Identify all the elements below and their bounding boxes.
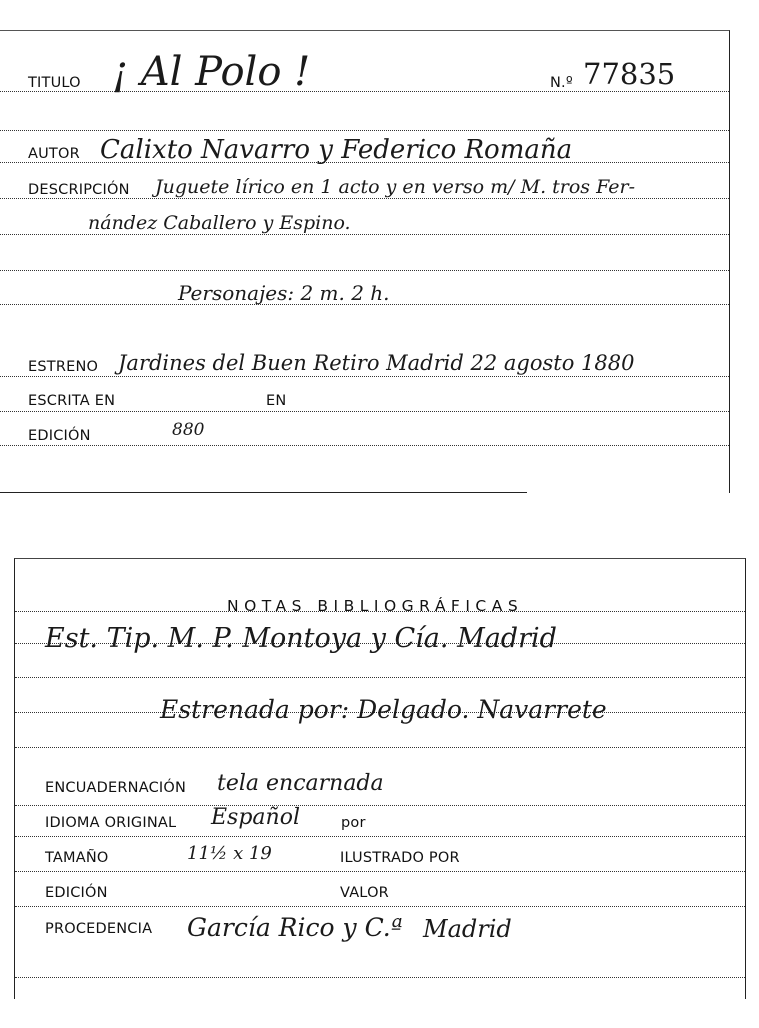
idioma-label: IDIOMA ORIGINAL xyxy=(45,815,177,831)
numero-label: N.º xyxy=(550,75,573,91)
catalog-card-bottom xyxy=(14,558,746,999)
descripcion-value-2: nández Caballero y Espino. xyxy=(88,212,351,234)
dotted-rule xyxy=(0,234,729,235)
dotted-rule xyxy=(0,376,729,377)
estreno-value: Jardines del Buen Retiro Madrid 22 agosto 1880 xyxy=(118,351,635,375)
encuadernacion-value: tela encarnada xyxy=(217,771,384,796)
procedencia-city: Madrid xyxy=(423,915,512,943)
estreno-label: ESTRENO xyxy=(28,359,99,375)
edicion-value: 880 xyxy=(172,420,205,440)
dotted-rule xyxy=(0,445,729,446)
personajes-value: Personajes: 2 m. 2 h. xyxy=(178,281,390,305)
tamano-value: 11½ x 19 xyxy=(187,843,272,864)
note-estrenada: Estrenada por: Delgado. Navarrete xyxy=(160,695,607,724)
dotted-rule xyxy=(15,805,745,806)
por-label: por xyxy=(341,815,366,831)
dotted-rule xyxy=(15,977,745,978)
procedencia-label: PROCEDENCIA xyxy=(45,921,153,937)
dotted-rule xyxy=(0,411,729,412)
dotted-rule xyxy=(15,871,745,872)
card-bottom-edge xyxy=(0,492,527,493)
dotted-rule xyxy=(15,747,745,748)
autor-label: AUTOR xyxy=(28,146,80,162)
dotted-rule xyxy=(0,270,729,271)
dotted-rule xyxy=(0,91,729,92)
valor-label: VALOR xyxy=(340,885,389,901)
notas-heading: NOTAS BIBLIOGRÁFICAS xyxy=(227,597,524,615)
en-label: EN xyxy=(266,393,287,409)
dotted-rule xyxy=(15,677,745,678)
dotted-rule xyxy=(0,130,729,131)
descripcion-label: DESCRIPCIÓN xyxy=(28,182,130,198)
titulo-value: ¡ Al Polo ! xyxy=(112,49,311,95)
titulo-label: TITULO xyxy=(28,75,81,91)
note-imprenta: Est. Tip. M. P. Montoya y Cía. Madrid xyxy=(45,623,557,654)
dotted-rule xyxy=(0,198,729,199)
dotted-rule xyxy=(15,836,745,837)
idioma-value: Español xyxy=(211,805,300,830)
encuadernacion-label: ENCUADERNACIÓN xyxy=(45,780,187,796)
escrita-en-label: ESCRITA EN xyxy=(28,393,116,409)
catalog-card-top xyxy=(0,30,730,493)
edicion-label-2: EDICIÓN xyxy=(45,885,108,901)
numero-value: 77835 xyxy=(583,57,676,91)
autor-value: Calixto Navarro y Federico Romaña xyxy=(100,135,573,165)
ilustrado-label: ILUSTRADO POR xyxy=(340,850,460,866)
edicion-label: EDICIÓN xyxy=(28,428,91,444)
dotted-rule xyxy=(15,906,745,907)
procedencia-value: García Rico y C.ª xyxy=(187,913,403,942)
descripcion-value-1: Juguete lírico en 1 acto y en verso m/ M. tros Fer- xyxy=(155,176,635,198)
tamano-label: TAMAÑO xyxy=(45,850,109,866)
